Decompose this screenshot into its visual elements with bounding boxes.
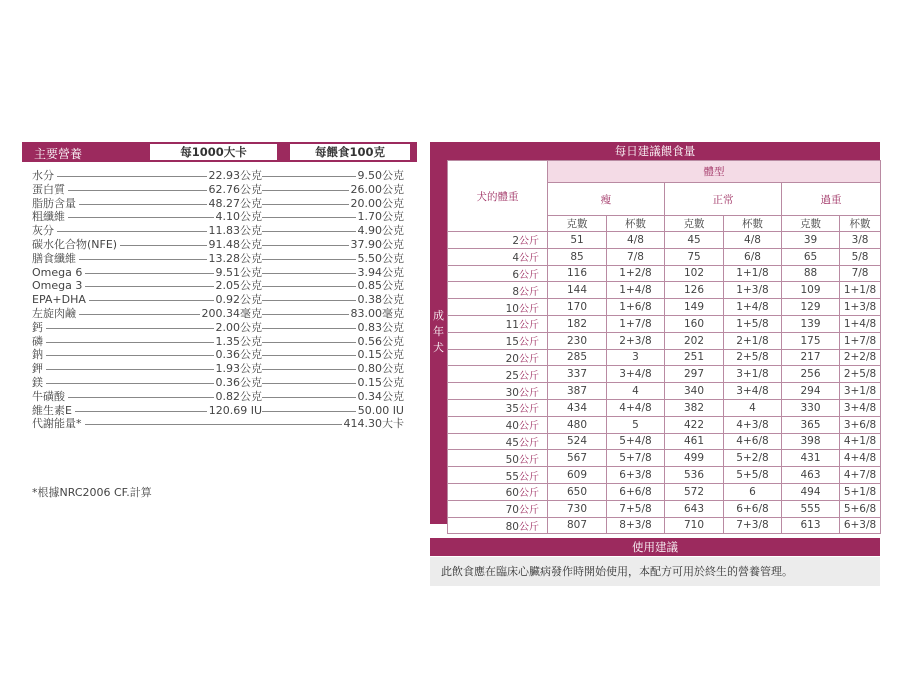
- grams-cell: 51: [548, 232, 607, 249]
- dog-weight-cell: [448, 366, 548, 383]
- per-1000kcal-value: 91.48公克: [208, 237, 262, 251]
- cups-cell: 5+1/8: [840, 483, 881, 500]
- grams-cell: 536: [665, 467, 724, 484]
- per-1000kcal-value: 13.28公克: [208, 251, 262, 265]
- cups-cell: 1+1/8: [724, 265, 782, 282]
- table-row: [448, 248, 881, 265]
- table-row: [448, 265, 881, 282]
- grams-cell: 710: [665, 517, 724, 534]
- nutrient-name: 維生素E: [32, 404, 75, 418]
- cups-cell: 3+4/8: [840, 399, 881, 416]
- cups-cell: 2+5/8: [724, 349, 782, 366]
- nutrient-name: 左旋肉鹼: [32, 307, 79, 321]
- dog-weight-unit: 公斤: [519, 320, 539, 332]
- body-type-normal: 正常: [665, 183, 782, 216]
- dog-weight-cell: [448, 315, 548, 332]
- per-100g-value: 0.80公克: [357, 362, 404, 376]
- dog-weight-value: 4: [512, 252, 519, 265]
- dog-weight-value: 25: [505, 369, 519, 382]
- nutrient-row: [32, 224, 404, 238]
- per-100g-value: 0.85公克: [357, 279, 404, 293]
- per-1000kcal-value: 120.69 IU: [208, 403, 262, 417]
- nutrient-name: EPA+DHA: [32, 293, 89, 307]
- dog-weight-unit: 公斤: [519, 370, 539, 382]
- grams-cell: 643: [665, 500, 724, 517]
- dog-weight-cell: [448, 450, 548, 467]
- feeding-title: 每日建議餵食量: [430, 142, 880, 160]
- grams-cell: 609: [548, 467, 607, 484]
- grams-cell: 294: [782, 383, 840, 400]
- grams-cell: 202: [665, 332, 724, 349]
- per-100g-value: 0.38公克: [357, 293, 404, 307]
- grams-cell: 613: [782, 517, 840, 534]
- cups-cell: 3/8: [840, 232, 881, 249]
- cups-cell: 5+5/8: [724, 467, 782, 484]
- per-100g-value: 0.83公克: [357, 320, 404, 334]
- cups-header: 杯數: [840, 216, 881, 232]
- per-100g-value: 37.90公克: [350, 237, 404, 251]
- dog-weight-cell: [448, 282, 548, 299]
- dog-weight-unit: 公斤: [519, 303, 539, 315]
- dog-weight-cell: [448, 517, 548, 534]
- dog-weight-cell: [448, 500, 548, 517]
- grams-cell: 251: [665, 349, 724, 366]
- dog-weight-value: 8: [512, 285, 519, 298]
- per-1000kcal-value: 200.34毫克: [201, 306, 262, 320]
- grams-cell: 650: [548, 483, 607, 500]
- cups-cell: 5/8: [840, 248, 881, 265]
- grams-cell: 567: [548, 450, 607, 467]
- table-row: [448, 299, 881, 316]
- dog-weight-cell: [448, 416, 548, 433]
- nutrient-row: [32, 404, 404, 418]
- dog-weight-cell: [448, 332, 548, 349]
- nutrient-row: [32, 238, 404, 252]
- dog-weight-unit: 公斤: [519, 488, 539, 500]
- nutrient-row: [32, 335, 404, 349]
- per-1000kcal-value: 0.82公克: [215, 389, 262, 403]
- grams-cell: 102: [665, 265, 724, 282]
- per-100g-value: 0.15公克: [357, 375, 404, 389]
- cups-cell: 3+1/8: [840, 383, 881, 400]
- table-row: [448, 483, 881, 500]
- grams-cell: 297: [665, 366, 724, 383]
- grams-cell: 175: [782, 332, 840, 349]
- grams-cell: 730: [548, 500, 607, 517]
- table-row: [448, 282, 881, 299]
- cups-cell: 1+7/8: [607, 315, 665, 332]
- grams-cell: 149: [665, 299, 724, 316]
- dog-weight-unit: 公斤: [519, 421, 539, 433]
- grams-cell: 45: [665, 232, 724, 249]
- per-100g-value: 0.34公克: [357, 389, 404, 403]
- nutrient-name: 代謝能量*: [32, 417, 85, 431]
- cups-cell: 4: [607, 383, 665, 400]
- dog-weight-cell: [448, 483, 548, 500]
- dog-weight-value: 70: [505, 504, 519, 517]
- cups-cell: 6/8: [724, 248, 782, 265]
- per-100g-value: 1.70公克: [357, 210, 404, 224]
- per-100g-value: 5.50公克: [357, 251, 404, 265]
- nutrient-name: 脂肪含量: [32, 197, 79, 211]
- cups-cell: 7+3/8: [724, 517, 782, 534]
- usage-text: 此飲食應在臨床心臟病發作時開始使用，本配方可用於終生的營養管理。: [441, 565, 793, 578]
- grams-cell: 365: [782, 416, 840, 433]
- dog-weight-unit: 公斤: [519, 286, 539, 298]
- grams-cell: 382: [665, 399, 724, 416]
- table-row: [448, 315, 881, 332]
- cups-cell: 4+6/8: [724, 433, 782, 450]
- grams-cell: 139: [782, 315, 840, 332]
- grams-cell: 499: [665, 450, 724, 467]
- dog-weight-value: 10: [505, 302, 519, 315]
- dog-weight-unit: 公斤: [519, 236, 539, 248]
- nutrient-row: [32, 390, 404, 404]
- adult-dog-label: 成年犬: [433, 309, 444, 354]
- dog-weight-unit: 公斤: [519, 404, 539, 416]
- cups-cell: 3+6/8: [840, 416, 881, 433]
- feeding-table: [447, 160, 881, 534]
- per-1000kcal-value: 1.35公克: [215, 334, 262, 348]
- grams-cell: 494: [782, 483, 840, 500]
- dog-weight-cell: [448, 349, 548, 366]
- cups-cell: 7/8: [840, 265, 881, 282]
- grams-cell: 88: [782, 265, 840, 282]
- nutrient-row: [32, 279, 404, 293]
- nutrient-row: [32, 362, 404, 376]
- grams-cell: 182: [548, 315, 607, 332]
- nutrient-name: 鉀: [32, 362, 46, 376]
- nutrient-row: [32, 252, 404, 266]
- dog-weight-value: 35: [505, 403, 519, 416]
- nutrient-row: [32, 348, 404, 362]
- dog-weight-value: 40: [505, 420, 519, 433]
- cups-cell: 1+1/8: [840, 282, 881, 299]
- table-row: [448, 450, 881, 467]
- dog-weight-value: 55: [505, 470, 519, 483]
- dog-weight-unit: 公斤: [519, 353, 539, 365]
- nutrient-row: [32, 417, 404, 431]
- cups-cell: 1+2/8: [607, 265, 665, 282]
- dog-weight-header: 犬的體重: [448, 161, 548, 232]
- dog-weight-unit: 公斤: [519, 471, 539, 483]
- table-row: [448, 366, 881, 383]
- cups-header: 杯數: [724, 216, 782, 232]
- table-row: [448, 433, 881, 450]
- nutrient-row: [32, 293, 404, 307]
- per-100g-value: 3.94公克: [357, 265, 404, 279]
- cups-cell: 4/8: [724, 232, 782, 249]
- nutrient-name: Omega 6: [32, 266, 85, 280]
- dog-weight-unit: 公斤: [519, 505, 539, 517]
- dog-weight-unit: 公斤: [519, 387, 539, 399]
- grams-cell: 387: [548, 383, 607, 400]
- cups-cell: 1+5/8: [724, 315, 782, 332]
- nutrient-name: 鈉: [32, 348, 46, 362]
- per-100g-value: 0.15公克: [357, 348, 404, 362]
- grams-cell: 85: [548, 248, 607, 265]
- grams-cell: 230: [548, 332, 607, 349]
- cups-cell: 1+4/8: [724, 299, 782, 316]
- dog-weight-unit: 公斤: [519, 253, 539, 265]
- per-100g-value: 9.50公克: [357, 169, 404, 182]
- table-row: [448, 349, 881, 366]
- grams-header: 克數: [665, 216, 724, 232]
- cups-cell: 1+4/8: [607, 282, 665, 299]
- dog-weight-cell: [448, 433, 548, 450]
- cups-cell: 1+3/8: [840, 299, 881, 316]
- cups-cell: 1+6/8: [607, 299, 665, 316]
- grams-cell: 480: [548, 416, 607, 433]
- grams-cell: 337: [548, 366, 607, 383]
- nutrient-name: 鎂: [32, 376, 46, 390]
- cups-cell: 1+4/8: [840, 315, 881, 332]
- footnote: *根據NRC2006 CF.計算: [32, 486, 152, 499]
- dog-weight-value: 15: [505, 336, 519, 349]
- cups-cell: 5+7/8: [607, 450, 665, 467]
- nutrient-name: 磷: [32, 335, 46, 349]
- usage-title: 使用建議: [430, 538, 880, 556]
- grams-cell: 285: [548, 349, 607, 366]
- cups-cell: 1+7/8: [840, 332, 881, 349]
- dog-weight-value: 6: [512, 268, 519, 281]
- per-1000kcal-value: 0.92公克: [215, 293, 262, 307]
- dog-weight-unit: 公斤: [519, 521, 539, 533]
- per-1000kcal-value: 22.93公克: [208, 169, 262, 182]
- grams-cell: 572: [665, 483, 724, 500]
- grams-cell: 422: [665, 416, 724, 433]
- body-type-header: 體型: [548, 161, 881, 183]
- cups-cell: 1+3/8: [724, 282, 782, 299]
- body-type-overweight: 過重: [782, 183, 881, 216]
- cups-cell: 3: [607, 349, 665, 366]
- dog-weight-cell: [448, 299, 548, 316]
- cups-cell: 5: [607, 416, 665, 433]
- cups-cell: 7/8: [607, 248, 665, 265]
- cups-cell: 6+3/8: [840, 517, 881, 534]
- nutrient-name: 膳食纖維: [32, 252, 79, 266]
- cups-cell: 6+6/8: [724, 500, 782, 517]
- grams-cell: 807: [548, 517, 607, 534]
- nutrient-name: 牛磺酸: [32, 390, 68, 404]
- dog-weight-unit: 公斤: [519, 437, 539, 449]
- per-1000kcal-value: 2.05公克: [215, 279, 262, 293]
- per-1000kcal-value: 48.27公克: [208, 196, 262, 210]
- grams-cell: 144: [548, 282, 607, 299]
- per-1000kcal-value: 1.93公克: [215, 362, 262, 376]
- cups-cell: 2+2/8: [840, 349, 881, 366]
- cups-cell: 3+4/8: [607, 366, 665, 383]
- nutrient-row: [32, 169, 404, 183]
- cups-cell: 4+4/8: [840, 450, 881, 467]
- per-100g-header: 每餵食100克: [290, 144, 410, 160]
- dog-weight-value: 45: [505, 436, 519, 449]
- cups-cell: 4+7/8: [840, 467, 881, 484]
- nutrient-row: [32, 197, 404, 211]
- dog-weight-unit: 公斤: [519, 337, 539, 349]
- table-row: [448, 500, 881, 517]
- grams-header: 克數: [782, 216, 840, 232]
- grams-header: 克數: [548, 216, 607, 232]
- nutrient-name: 碳水化合物(NFE): [32, 238, 120, 252]
- cups-cell: 8+3/8: [607, 517, 665, 534]
- table-row: [448, 517, 881, 534]
- grams-cell: 109: [782, 282, 840, 299]
- per-1000kcal-value: 0.36公克: [215, 375, 262, 389]
- dog-weight-cell: [448, 232, 548, 249]
- nutrient-row: [32, 376, 404, 390]
- cups-cell: 6: [724, 483, 782, 500]
- nutrient-name: 灰分: [32, 224, 57, 238]
- nutrition-header: [22, 142, 417, 162]
- dog-weight-value: 30: [505, 386, 519, 399]
- grams-cell: 398: [782, 433, 840, 450]
- dog-weight-cell: [448, 467, 548, 484]
- dog-weight-value: 50: [505, 453, 519, 466]
- dog-weight-value: 80: [505, 520, 519, 533]
- nutrient-name: 粗纖維: [32, 210, 68, 224]
- grams-cell: 461: [665, 433, 724, 450]
- dog-weight-cell: [448, 383, 548, 400]
- grams-cell: 524: [548, 433, 607, 450]
- dog-weight-value: 20: [505, 352, 519, 365]
- nutrient-row: [32, 183, 404, 197]
- nutrient-row: [32, 266, 404, 280]
- cups-cell: 4+4/8: [607, 399, 665, 416]
- grams-cell: 340: [665, 383, 724, 400]
- dog-weight-value: 11: [505, 319, 519, 332]
- per-1000kcal-header: 每1000大卡: [150, 144, 277, 160]
- dog-weight-cell: [448, 399, 548, 416]
- grams-cell: 160: [665, 315, 724, 332]
- dog-weight-unit: 公斤: [519, 454, 539, 466]
- per-1000kcal-value: 4.10公克: [215, 210, 262, 224]
- grams-cell: 39: [782, 232, 840, 249]
- dog-weight-value: 2: [512, 235, 519, 248]
- cups-cell: 4: [724, 399, 782, 416]
- nutrition-header-label: 主要營養: [34, 147, 83, 161]
- nutrient-name: 水分: [32, 169, 57, 183]
- per-100g-value: 26.00公克: [350, 182, 404, 196]
- grams-cell: 330: [782, 399, 840, 416]
- cups-cell: 4+1/8: [840, 433, 881, 450]
- grams-cell: 116: [548, 265, 607, 282]
- body-type-thin: 瘦: [548, 183, 665, 216]
- nutrient-name: 蛋白質: [32, 183, 68, 197]
- cups-cell: 5+2/8: [724, 450, 782, 467]
- nutrient-name: 鈣: [32, 321, 46, 335]
- table-row: [448, 416, 881, 433]
- per-1000kcal-value: 11.83公克: [208, 224, 262, 238]
- dog-weight-cell: [448, 248, 548, 265]
- per-1000kcal-value: 2.00公克: [215, 320, 262, 334]
- nutrition-list: [32, 169, 404, 431]
- nutrient-row: [32, 321, 404, 335]
- cups-cell: 7+5/8: [607, 500, 665, 517]
- cups-cell: 4+3/8: [724, 416, 782, 433]
- cups-cell: 2+5/8: [840, 366, 881, 383]
- cups-cell: 2+3/8: [607, 332, 665, 349]
- grams-cell: 65: [782, 248, 840, 265]
- cups-cell: 6+6/8: [607, 483, 665, 500]
- per-1000kcal-value: 62.76公克: [208, 182, 262, 196]
- per-100g-value: 414.30大卡: [343, 417, 404, 431]
- cups-cell: 2+1/8: [724, 332, 782, 349]
- table-row: [448, 232, 881, 249]
- nutrient-row: [32, 210, 404, 224]
- per-100g-value: 20.00公克: [350, 196, 404, 210]
- per-100g-value: 0.56公克: [357, 334, 404, 348]
- cups-cell: 6+3/8: [607, 467, 665, 484]
- table-row: [448, 467, 881, 484]
- dog-weight-cell: [448, 265, 548, 282]
- cups-cell: 4/8: [607, 232, 665, 249]
- table-row: [448, 383, 881, 400]
- grams-cell: 217: [782, 349, 840, 366]
- grams-cell: 463: [782, 467, 840, 484]
- cups-cell: 3+1/8: [724, 366, 782, 383]
- nutrient-row: [32, 307, 404, 321]
- dog-weight-value: 60: [505, 487, 519, 500]
- cups-cell: 5+6/8: [840, 500, 881, 517]
- grams-cell: 126: [665, 282, 724, 299]
- grams-cell: 129: [782, 299, 840, 316]
- cups-cell: 3+4/8: [724, 383, 782, 400]
- cups-cell: 5+4/8: [607, 433, 665, 450]
- table-row: [448, 332, 881, 349]
- per-100g-value: 4.90公克: [357, 224, 404, 238]
- per-1000kcal-value: 9.51公克: [215, 265, 262, 279]
- dog-weight-unit: 公斤: [519, 269, 539, 281]
- nutrient-name: Omega 3: [32, 279, 85, 293]
- grams-cell: 75: [665, 248, 724, 265]
- grams-cell: 170: [548, 299, 607, 316]
- grams-cell: 434: [548, 399, 607, 416]
- per-1000kcal-value: 0.36公克: [215, 348, 262, 362]
- grams-cell: 431: [782, 450, 840, 467]
- grams-cell: 256: [782, 366, 840, 383]
- grams-cell: 555: [782, 500, 840, 517]
- per-100g-value: 50.00 IU: [357, 403, 404, 417]
- usage-box: [430, 557, 880, 586]
- cups-header: 杯數: [607, 216, 665, 232]
- per-100g-value: 83.00毫克: [350, 306, 404, 320]
- table-row: [448, 399, 881, 416]
